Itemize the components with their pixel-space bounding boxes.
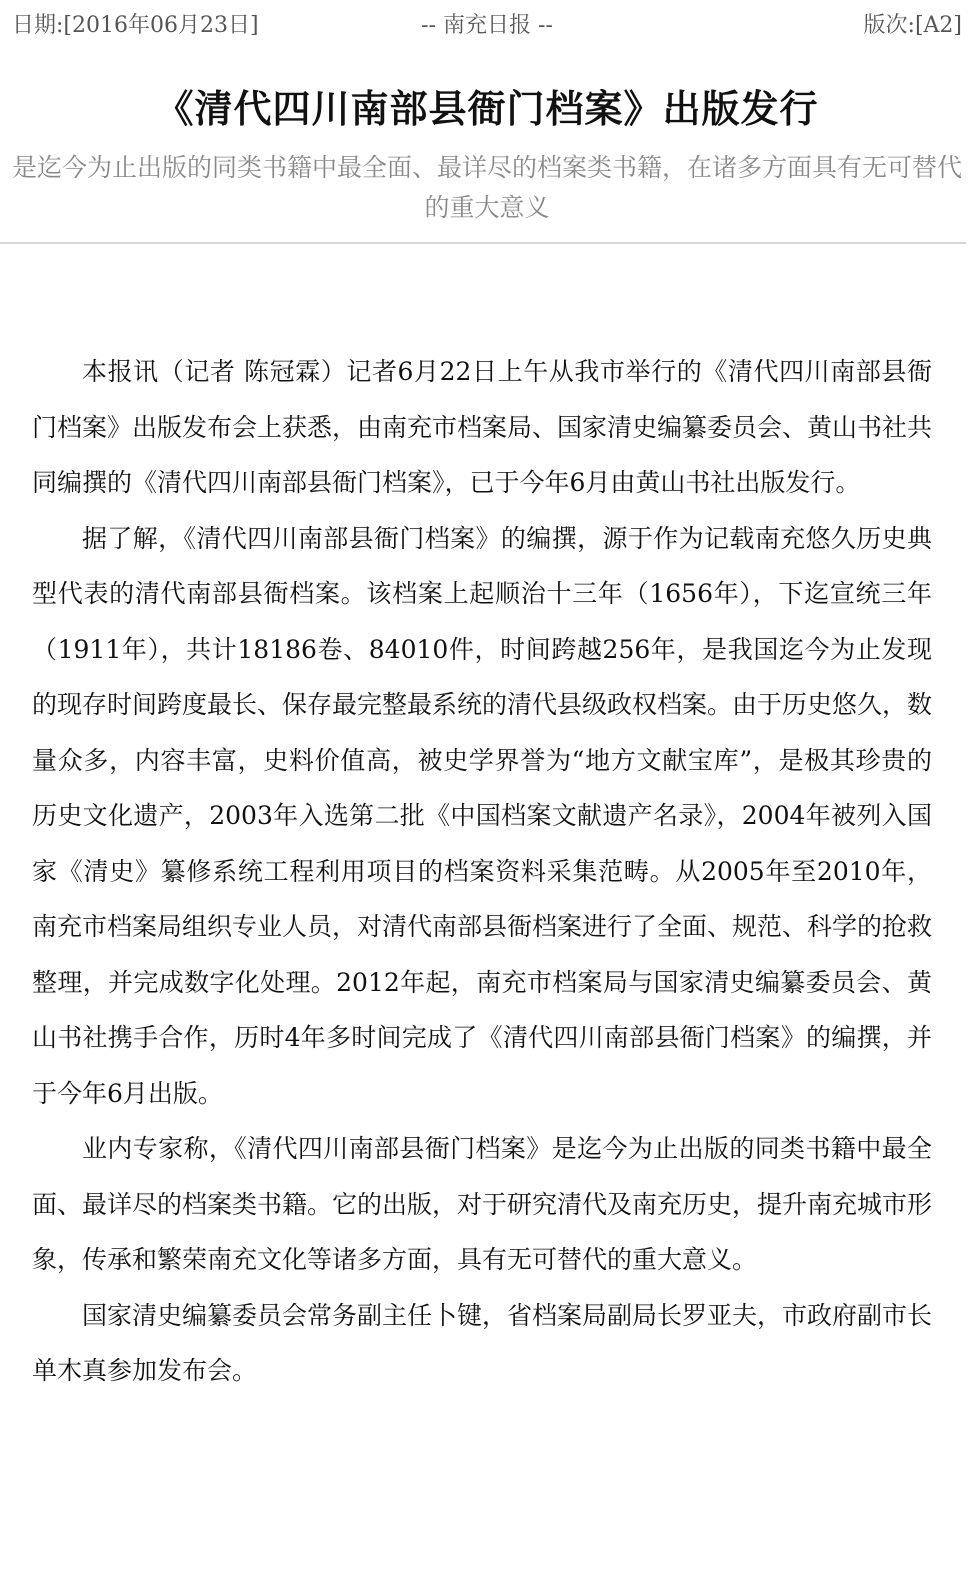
header-divider: [0, 242, 966, 244]
issue-date: 日期:[2016年06月23日]: [12, 13, 259, 38]
newspaper-name: -- 南充日报 --: [421, 13, 553, 38]
newspaper-meta-bar: [0, 8, 974, 44]
edition-number: 版次:[A2]: [863, 13, 962, 38]
article-paragraph: 本报讯（记者 陈冠霖）记者6月22日上午从我市举行的《清代四川南部县衙门档案》出版发布会上获悉，由南充市档案局、国家清史编纂委员会、黄山书社共同编撰的《清代四川南部县衙门档案》，已于今年6月由黄山书社出版发行。: [32, 357, 933, 497]
article-paragraph: 国家清史编纂委员会常务副主任卜键，省档案局副局长罗亚夫，市政府副市长单木真参加发布会。: [32, 1300, 933, 1385]
article-paragraph: 据了解，《清代四川南部县衙门档案》的编撰，源于作为记载南充悠久历史典型代表的清代南部县衙档案。该档案上起顺治十三年（1656年），下迄宣统三年（1911年），共计18186卷、84010件，时间跨越256年，是我国迄今为止发现的现存时间跨度最长、保存最完整最系统的清代县级政权档案。由于历史悠久，数量众多，内容丰富，史料价值高，被史学界誉为“地方文献宝库”，是极其珍贵的历史文化遗产，2003年入选第二批《中国档案文献遗产名录》，2004年被列入国家《清史》纂修系统工程利用项目的档案资料采集范畴。从2005年至2010年，南充市档案局组织专业人员，对清代南部县衙档案进行了全面、规范、科学的抢救整理，并完成数字化处理。2012年起，南充市档案局与国家清史编纂委员会、黄山书社携手合作，历时4年多时间完成了《清代四川南部县衙门档案》的编撰，并于今年6月出版。: [32, 523, 933, 1108]
article-paragraph: 业内专家称，《清代四川南部县衙门档案》是迄今为止出版的同类书籍中最全面、最详尽的档案类书籍。它的出版，对于研究清代及南充历史，提升南充城市形象，传承和繁荣南充文化等诸多方面，具有无可替代的重大意义。: [32, 1134, 933, 1274]
article-headline: 《清代四川南部县衙门档案》出版发行: [155, 86, 819, 131]
article-body: [32, 344, 932, 1399]
article-subtitle: 是迄今为止出版的同类书籍中最全面、最详尽的档案类书籍，在诸多方面具有无可替代的重大意义: [11, 153, 962, 222]
